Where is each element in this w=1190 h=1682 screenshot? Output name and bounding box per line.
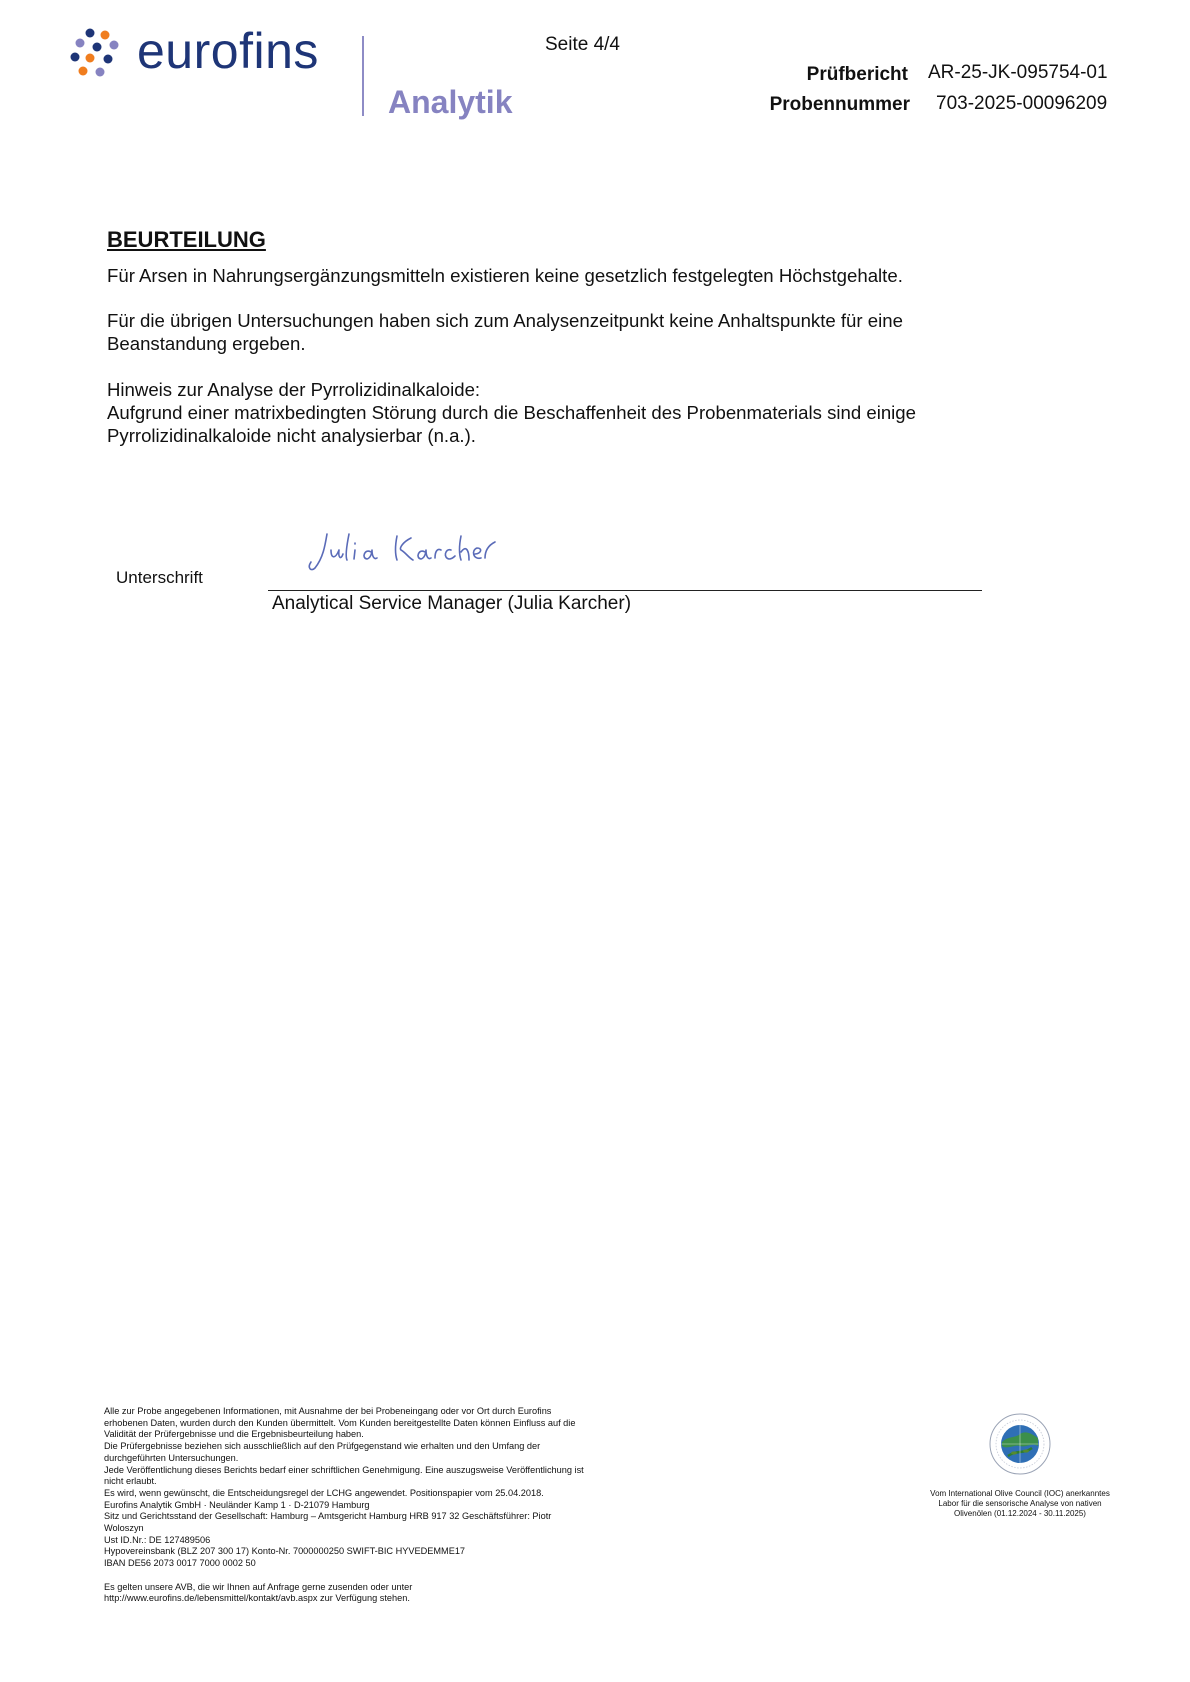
handwritten-signature [305, 528, 505, 576]
footer-line: erhobenen Daten, wurden durch den Kunden übermittelt. Vom Kunden bereitgestellte Daten können Einfluss auf die [104, 1417, 576, 1428]
footer-line: Woloszyn [104, 1523, 144, 1534]
ioc-seal-icon [988, 1412, 1052, 1476]
footer-line: Hypovereinsbank (BLZ 207 300 17) Konto-Nr. 7000000250 SWIFT-BIC HYVEDEMME17 [104, 1546, 466, 1557]
footer-legal-text [104, 1406, 664, 1605]
report-number: AR-25-JK-095754-01 [928, 62, 1108, 83]
assessment-paragraph [107, 309, 1007, 355]
paragraph-line: Beanstandung ergeben. [107, 333, 306, 354]
sample-label: Probennummer [769, 94, 910, 115]
paragraph-line: Aufgrund einer matrixbedingten Störung durch die Beschaffenheit des Probenmaterials sind einige [107, 402, 916, 423]
ioc-line: Labor für die sensorische Analyse von nativen [938, 1499, 1102, 1508]
eurofins-logo-text: eurofins [137, 23, 319, 79]
logo-subtitle: Analytik [388, 84, 513, 120]
ioc-line: Olivenölen (01.12.2024 - 30.11.2025) [954, 1509, 1086, 1518]
footer-line: Es wird, wenn gewünscht, die Entscheidungsregel der LCHG angewendet. Positionspapier vom 25.04.2018. [104, 1487, 544, 1498]
sample-number: 703-2025-00096209 [936, 93, 1108, 114]
logo-divider [362, 36, 364, 116]
eurofins-logo-mark [70, 28, 126, 80]
paragraph-line: Für Arsen in Nahrungsergänzungsmitteln existieren keine gesetzlich festgelegten Höchstgehalte. [107, 265, 903, 286]
footer-line: Eurofins Analytik GmbH · Neuländer Kamp 1 · D-21079 Hamburg [104, 1499, 370, 1510]
signature-label: Unterschrift [116, 568, 203, 587]
footer-line: http://www.eurofins.de/lebensmittel/kontakt/avb.aspx zur Verfügung stehen. [104, 1593, 410, 1604]
assessment-paragraph [107, 264, 1007, 287]
footer-line: durchgeführten Untersuchungen. [104, 1452, 239, 1463]
paragraph-line: Hinweis zur Analyse der Pyrrolizidinalkaloide: [107, 379, 481, 400]
assessment-heading: BEURTEILUNG [107, 227, 266, 252]
footer-line: Alle zur Probe angegebenen Informationen, mit Ausnahme der bei Probeneingang oder vor Ort durch Eurofins [104, 1406, 552, 1416]
footer-line: Jede Veröffentlichung dieses Berichts bedarf einer schriftlichen Genehmigung. Eine auszugsweise Veröffentlichung ist [104, 1464, 584, 1475]
signatory-caption: Analytical Service Manager (Julia Karcher) [272, 593, 632, 614]
assessment-note [107, 378, 1007, 447]
footer-line: Ust ID.Nr.: DE 127489506 [104, 1534, 211, 1545]
footer-line: Sitz und Gerichtsstand der Gesellschaft: Hamburg – Amtsgericht Hamburg HRB 917 32 Geschäftsführer: Piotr [104, 1511, 552, 1522]
footer-line: Es gelten unsere AVB, die wir Ihnen auf Anfrage gerne zusenden oder unter [104, 1581, 413, 1592]
ioc-line: Vom International Olive Council (IOC) anerkanntes [930, 1489, 1110, 1498]
footer-line: Die Prüfergebnisse beziehen sich ausschließlich auf den Prüfgegenstand wie erhalten und den Umfang der [104, 1441, 541, 1452]
footer-line [104, 1570, 664, 1582]
signature-line [268, 590, 982, 591]
ioc-accreditation-note [925, 1489, 1115, 1519]
paragraph-line: Pyrrolizidinalkaloide nicht analysierbar (n.a.). [107, 425, 476, 446]
page-number: Seite 4/4 [545, 34, 620, 55]
footer-line: nicht erlaubt. [104, 1476, 157, 1487]
report-label: Prüfbericht [806, 64, 908, 85]
footer-line: Validität der Prüfergebnisse und die Ergebnisbeurteilung haben. [104, 1429, 364, 1440]
footer-line: IBAN DE56 2073 0017 7000 0002 50 [104, 1558, 256, 1569]
paragraph-line: Für die übrigen Untersuchungen haben sich zum Analysenzeitpunkt keine Anhaltspunkte für eine [107, 310, 903, 331]
